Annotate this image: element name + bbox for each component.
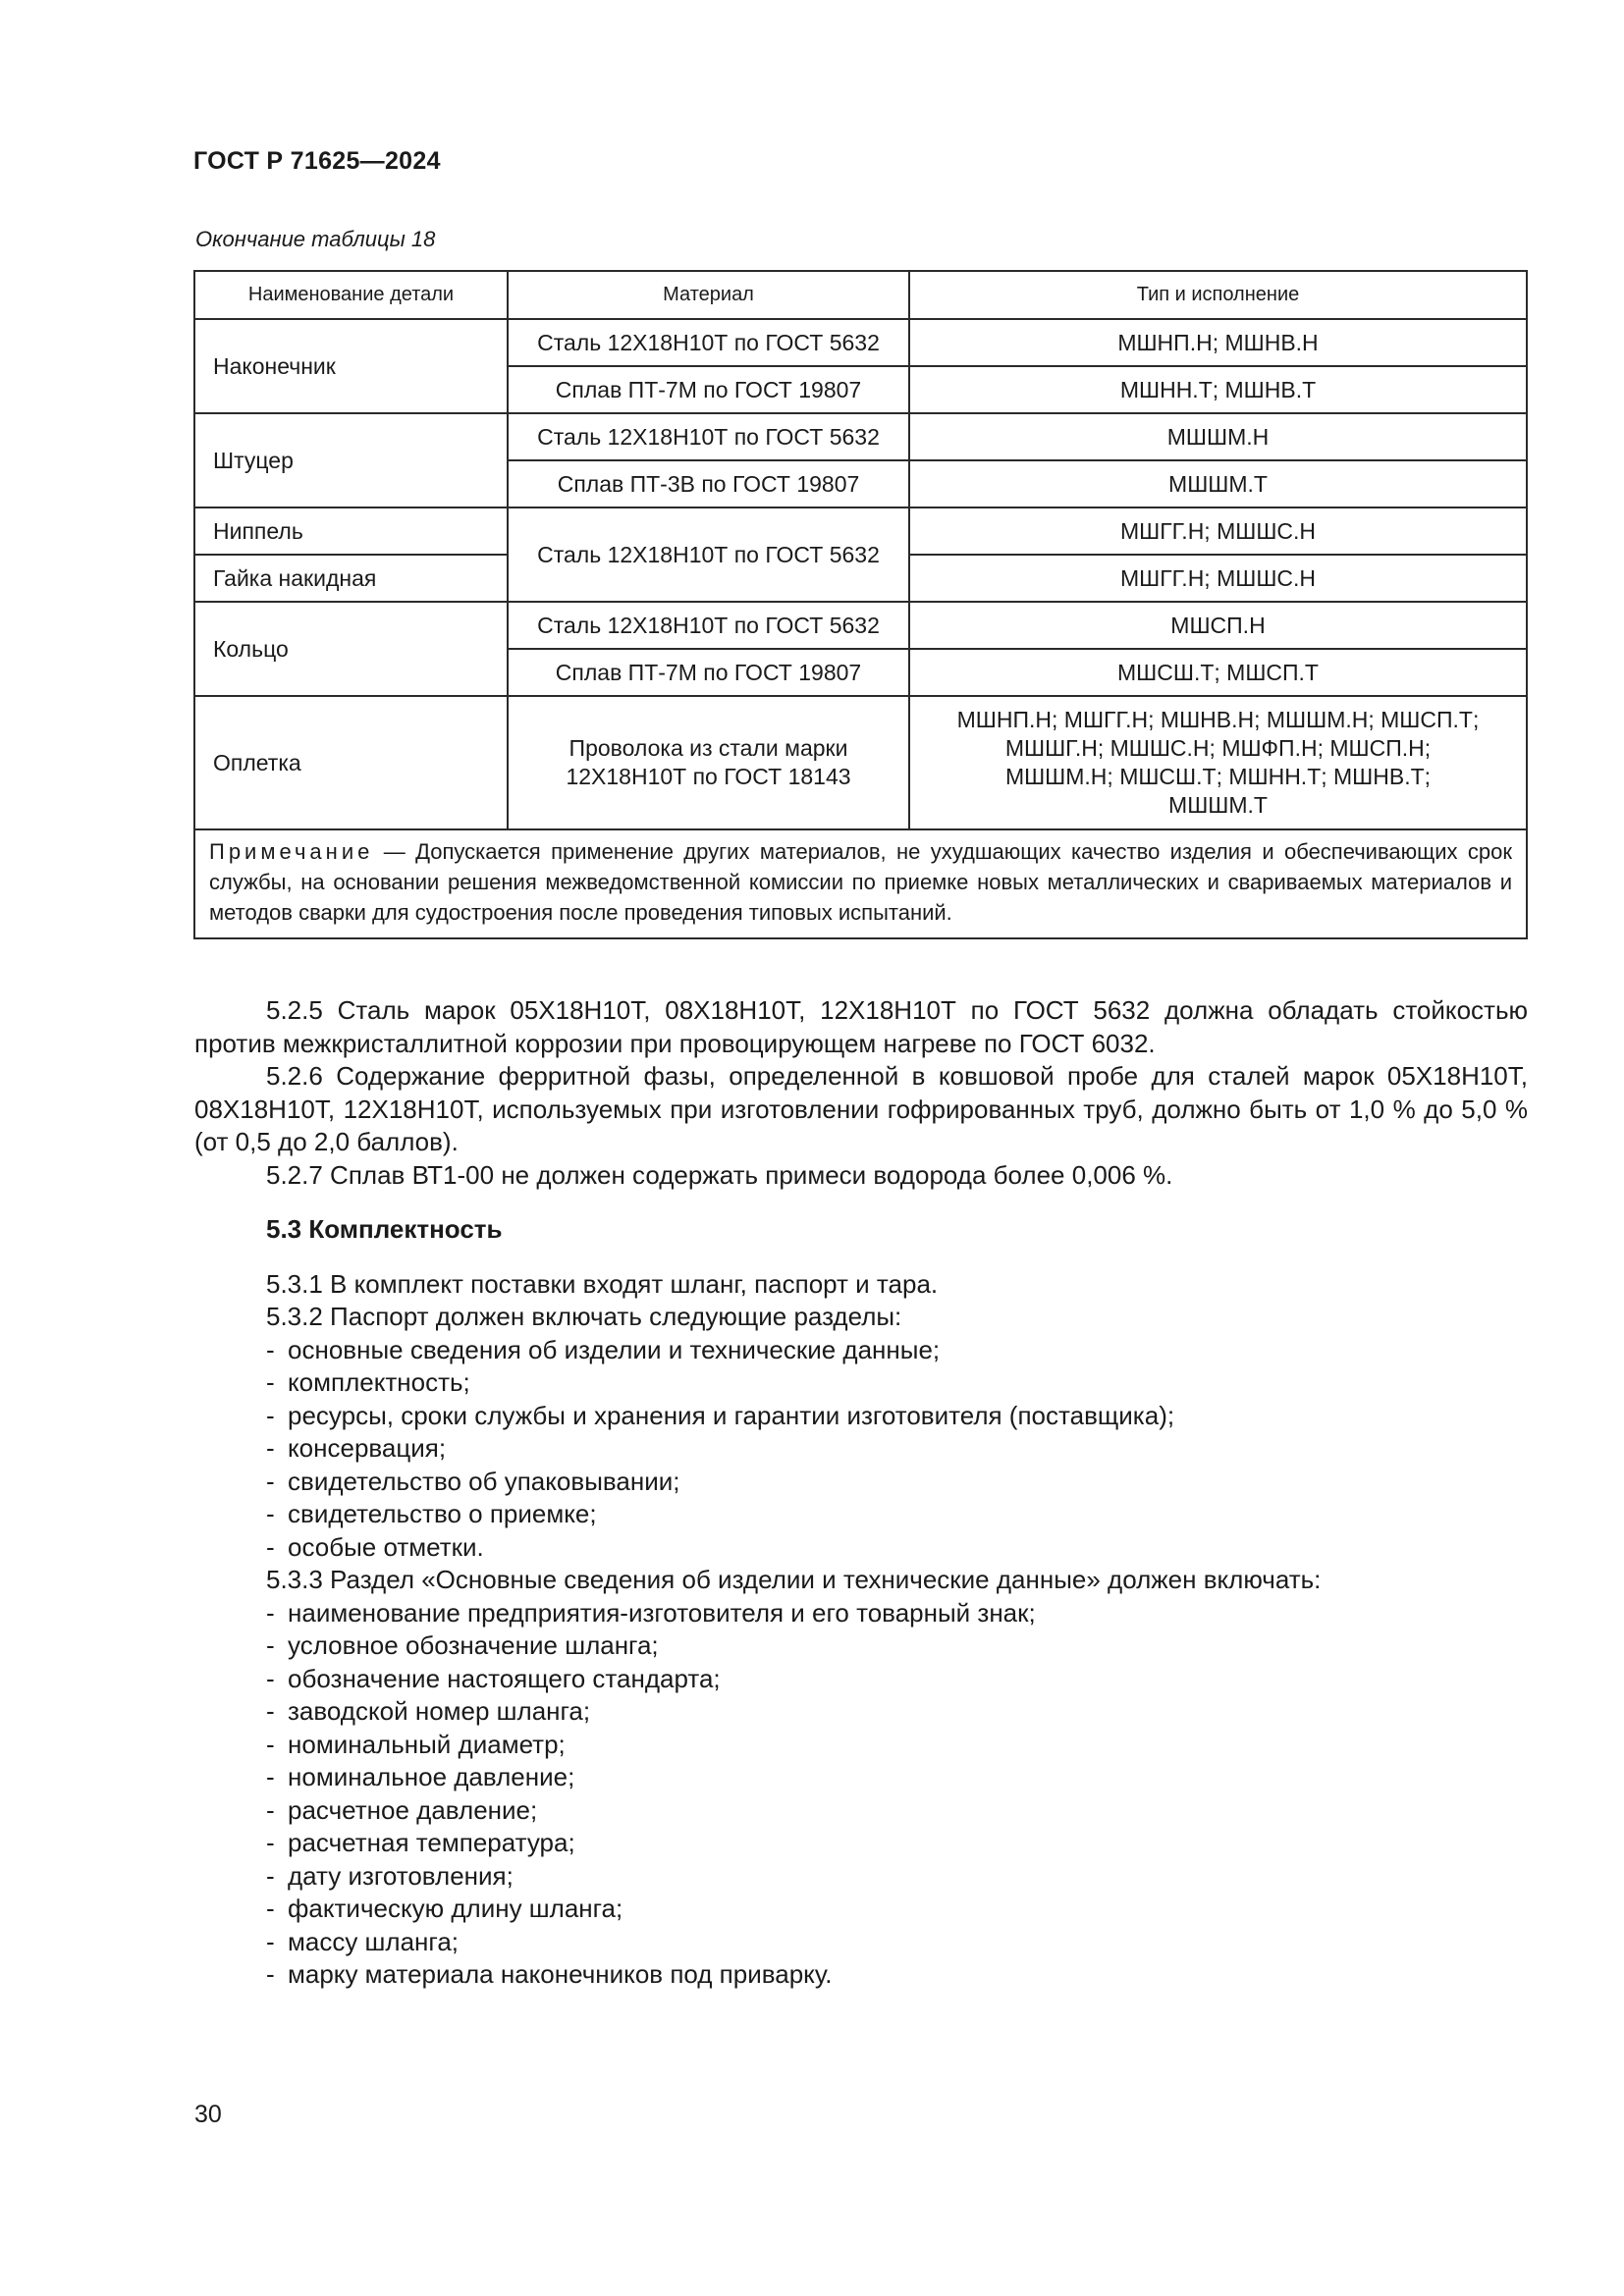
paragraph-5-3-2: 5.3.2 Паспорт должен включать следующие разделы:: [266, 1302, 902, 1331]
type-cell: МШНН.Т; МШНВ.Т: [909, 366, 1527, 413]
list-item-text: консервация;: [288, 1433, 447, 1463]
list-item: [266, 1663, 1528, 1696]
list-dash: -: [266, 1630, 275, 1660]
list-item: [266, 1466, 1528, 1499]
material-cell: Сталь 12Х18Н10Т по ГОСТ 5632: [508, 507, 909, 602]
materials-table: [193, 270, 1528, 939]
list-dash: -: [266, 1663, 275, 1693]
list-item-text: наименование предприятия-изготовителя и его товарный знак;: [288, 1597, 1036, 1628]
type-line: МШШГ.Н; МШШС.Н; МШФП.Н; МШСП.Н;: [1004, 735, 1432, 761]
type-cell: МШШМ.Т: [909, 460, 1527, 507]
list-item: [266, 1729, 1528, 1762]
part-name-cell: Наконечник: [194, 319, 508, 413]
part-name-cell: Штуцер: [194, 413, 508, 507]
list-item: [266, 1432, 1528, 1466]
list-dash: -: [266, 1894, 275, 1923]
list-item: [266, 1334, 1528, 1367]
list-dash: -: [266, 1959, 275, 1989]
table-header-row: [194, 271, 1527, 319]
type-line: МШШМ.Н; МШСШ.Т; МШНН.Т; МШНВ.Т;: [1004, 764, 1432, 789]
list-dash: -: [266, 1926, 275, 1956]
material-cell: Сплав ПТ-7М по ГОСТ 19807: [508, 366, 909, 413]
list-item-text: комплектность;: [288, 1367, 470, 1397]
list-item-text: заводской номер шланга;: [288, 1696, 591, 1726]
list-item: [266, 1629, 1528, 1663]
paragraph-5-2-7: 5.2.7 Сплав ВТ1-00 не должен содержать примеси водорода более 0,006 %.: [266, 1159, 1173, 1190]
material-cell: Сплав ПТ-3В по ГОСТ 19807: [508, 460, 909, 507]
table-note-row: [194, 829, 1527, 938]
column-header: Материал: [508, 271, 909, 319]
paragraph-5-2-5: 5.2.5 Сталь марок 05Х18Н10Т, 08Х18Н10Т, 12Х18Н10Т по ГОСТ 5632 должна обладать стойкостью против межкристаллитной коррозии при провоцирующем нагреве по ГОСТ 6032.: [194, 995, 1528, 1058]
note-text: — Допускается применение других материалов, не ухудшающих качество изделия и обеспечивающих срок службы, на основании решения межведомственной комиссии по приемке новых металлических и свариваемых материалов и методов сварки для судостроения после проведения типовых испытаний.: [209, 839, 1512, 925]
material-cell: Сталь 12Х18Н10Т по ГОСТ 5632: [508, 602, 909, 649]
list-item: [266, 1794, 1528, 1828]
list-dash: -: [266, 1696, 275, 1726]
passport-sections-list: [194, 1334, 1528, 1565]
list-item-text: номинальное давление;: [288, 1762, 575, 1791]
list-item: [266, 1366, 1528, 1400]
list-dash: -: [266, 1729, 275, 1759]
list-dash: -: [266, 1433, 275, 1463]
list-dash: -: [266, 1860, 275, 1891]
list-dash: -: [266, 1466, 275, 1496]
table-note: [194, 829, 1527, 938]
material-cell: [508, 696, 909, 829]
list-dash: -: [266, 1762, 275, 1791]
type-cell: МШШМ.Н: [909, 413, 1527, 460]
list-item-text: основные сведения об изделии и технические данные;: [288, 1334, 941, 1364]
part-name-cell: Гайка накидная: [194, 555, 508, 602]
type-cell: МШГГ.Н; МШШС.Н: [909, 555, 1527, 602]
list-item-text: особые отметки.: [288, 1531, 484, 1562]
list-item-text: марку материала наконечников под приварку.: [288, 1959, 833, 1989]
type-cell: МШНП.Н; МШНВ.Н: [909, 319, 1527, 366]
list-item: [266, 1926, 1528, 1959]
type-line: МШШМ.Т: [1168, 792, 1268, 818]
list-item: [266, 1498, 1528, 1531]
list-item: [266, 1695, 1528, 1729]
table-row: [194, 413, 1527, 460]
list-dash: -: [266, 1499, 275, 1528]
list-item: [266, 1958, 1528, 1992]
type-line: МШНП.Н; МШГГ.Н; МШНВ.Н; МШШМ.Н; МШСП.Т;: [956, 707, 1480, 732]
page-number: 30: [194, 2101, 222, 2128]
note-label: Примечание: [209, 839, 374, 864]
material-line: 12Х18Н10Т по ГОСТ 18143: [566, 764, 851, 789]
table-row: [194, 696, 1527, 829]
list-item-text: фактическую длину шланга;: [288, 1894, 623, 1923]
document-header: ГОСТ Р 71625—2024: [193, 147, 441, 175]
material-line: Проволока из стали марки: [568, 735, 848, 761]
list-item: [266, 1531, 1528, 1565]
table-row: [194, 319, 1527, 366]
list-dash: -: [266, 1828, 275, 1857]
part-name-cell: Кольцо: [194, 602, 508, 696]
column-header: Тип и исполнение: [909, 271, 1527, 319]
table-row: [194, 602, 1527, 649]
material-cell: Сталь 12Х18Н10Т по ГОСТ 5632: [508, 319, 909, 366]
type-cell: МШСП.Н: [909, 602, 1527, 649]
list-item: [266, 1860, 1528, 1894]
section-heading: 5.3 Комплектность: [266, 1214, 503, 1244]
list-item-text: дату изготовления;: [288, 1860, 514, 1891]
list-dash: -: [266, 1400, 275, 1430]
list-dash: -: [266, 1367, 275, 1397]
material-cell: Сталь 12Х18Н10Т по ГОСТ 5632: [508, 413, 909, 460]
list-item-text: обозначение настоящего стандарта;: [288, 1663, 721, 1693]
list-item: [266, 1597, 1528, 1630]
table-row: [194, 507, 1527, 555]
list-item-text: номинальный диаметр;: [288, 1729, 566, 1759]
list-item-text: свидетельство об упаковывании;: [288, 1466, 680, 1496]
list-item: [266, 1827, 1528, 1860]
list-item: [266, 1893, 1528, 1926]
list-item-text: расчетное давление;: [288, 1794, 538, 1825]
list-item-text: массу шланга;: [288, 1926, 460, 1956]
list-item-text: условное обозначение шланга;: [288, 1630, 659, 1660]
list-item-text: свидетельство о приемке;: [288, 1499, 597, 1528]
list-dash: -: [266, 1794, 275, 1825]
material-cell: Сплав ПТ-7М по ГОСТ 19807: [508, 649, 909, 696]
list-dash: -: [266, 1597, 275, 1628]
type-cell: МШГГ.Н; МШШС.Н: [909, 507, 1527, 555]
list-item-text: расчетная температура;: [288, 1828, 575, 1857]
type-cell: [909, 696, 1527, 829]
part-name-cell: Оплетка: [194, 696, 508, 829]
list-item: [266, 1761, 1528, 1794]
paragraph-5-3-1: 5.3.1 В комплект поставки входят шланг, паспорт и тара.: [266, 1268, 939, 1299]
paragraph-5-2-6: 5.2.6 Содержание ферритной фазы, определенной в ковшовой пробе для сталей марок 05Х18Н10Т, 08Х18Н10Т, 12Х18Н10Т, используемых при изготовлении гофрированных труб, должно быть от 1,0 % до 5,0 % (от 0,5 до 2,0 баллов).: [194, 1061, 1528, 1156]
column-header: Наименование детали: [194, 271, 508, 319]
basic-info-list: [194, 1597, 1528, 1992]
part-name-cell: Ниппель: [194, 507, 508, 555]
list-dash: -: [266, 1334, 275, 1364]
list-dash: -: [266, 1531, 275, 1562]
list-item: [266, 1400, 1528, 1433]
table-caption: Окончание таблицы 18: [195, 227, 436, 251]
document-body: [194, 994, 1528, 1992]
paragraph-5-3-3: 5.3.3 Раздел «Основные сведения об изделии и технические данные» должен включать:: [266, 1565, 1322, 1594]
list-item-text: ресурсы, сроки службы и хранения и гарантии изготовителя (поставщика);: [288, 1400, 1175, 1430]
type-cell: МШСШ.Т; МШСП.Т: [909, 649, 1527, 696]
